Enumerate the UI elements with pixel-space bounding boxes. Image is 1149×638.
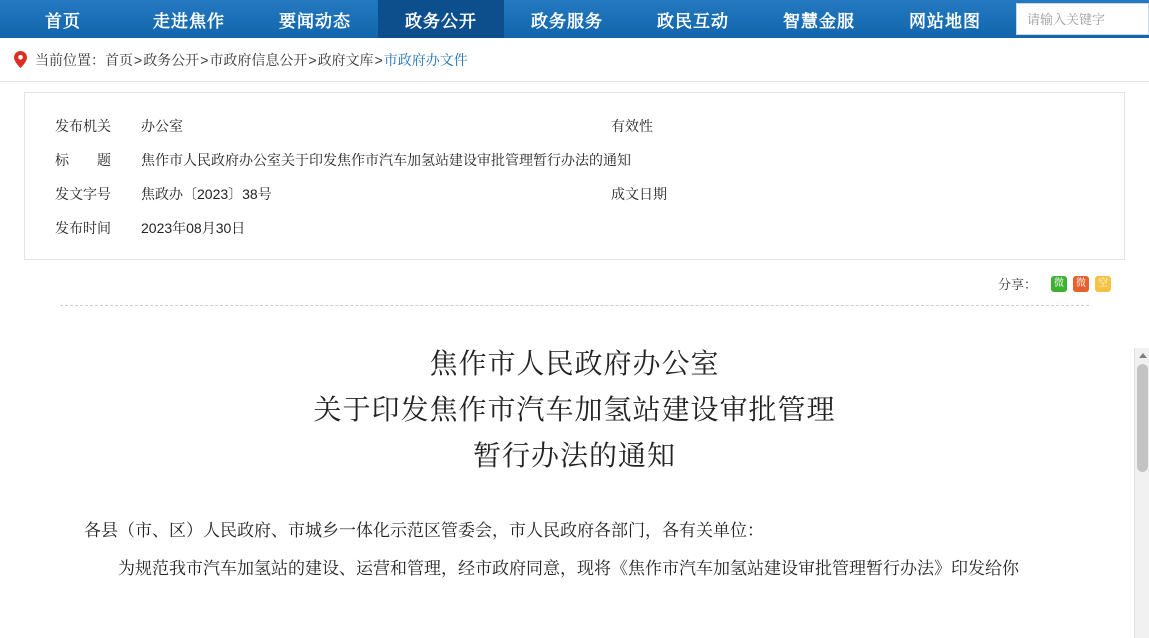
nav-item-news[interactable]: 要闻动态 (279, 11, 351, 31)
breadcrumb-separator: > (134, 51, 143, 68)
search-box[interactable] (1016, 3, 1149, 35)
breadcrumb-separator: > (308, 51, 317, 68)
meta-value-validity (691, 109, 1094, 143)
wechat-share-icon[interactable]: 微 (1051, 276, 1067, 292)
breadcrumb-separator: > (200, 51, 209, 68)
document-metadata-box (24, 92, 1125, 260)
scroll-thumb[interactable] (1137, 364, 1148, 472)
meta-value-publish-time: 2023年08月30日 (141, 220, 246, 236)
qzone-share-icon[interactable]: 空 (1095, 276, 1111, 292)
document-metadata-table (55, 109, 1094, 245)
nav-item-home[interactable]: 首页 (45, 11, 81, 31)
table-row (55, 109, 1094, 143)
nav-item-about-jiaozuo[interactable]: 走进焦作 (153, 11, 225, 31)
main-navigation (0, 0, 1149, 38)
meta-label-title: 标 题 (55, 152, 111, 168)
weibo-share-icon[interactable]: 微 (1073, 276, 1089, 292)
scroll-up-arrow-icon[interactable] (1135, 348, 1149, 363)
meta-label-document-number: 发文字号 (55, 186, 111, 202)
meta-label-issuing-agency: 发布机关 (55, 118, 111, 134)
location-pin-icon (14, 51, 27, 68)
table-row (55, 211, 1094, 245)
breadcrumb (0, 38, 1149, 82)
document-title-line-1: 焦作市人民政府办公室 (429, 349, 720, 380)
breadcrumb-item-disclosure[interactable]: 政务公开 (143, 51, 200, 68)
share-label: 分享： (997, 277, 1037, 292)
page-title (84, 342, 1065, 480)
search-input[interactable] (1017, 12, 1148, 27)
meta-value-document-number: 焦政办〔2023〕38号 (141, 186, 272, 202)
vertical-scrollbar[interactable] (1134, 348, 1149, 638)
meta-label-completion-date: 成文日期 (611, 186, 667, 202)
meta-value-title: 焦作市人民政府办公室关于印发焦作市汽车加氢站建设审批管理暂行办法的通知 (141, 152, 631, 168)
article-body (24, 306, 1125, 586)
meta-value-issuing-agency: 办公室 (141, 118, 183, 134)
article-paragraph-body: 为规范我市汽车加氢站的建设、运营和管理，经市政府同意，现将《焦作市汽车加氢站建设审批管理暂行办法》印发给你 (118, 559, 1019, 578)
table-row (55, 143, 1094, 177)
breadcrumb-separator: > (374, 51, 383, 68)
article-paragraph-salutation: 各县（市、区）人民政府、市城乡一体化示范区管委会，市人民政府各部门，各有关单位： (84, 521, 764, 540)
meta-value-completion-date (691, 177, 1094, 211)
nav-item-public-interaction[interactable]: 政民互动 (657, 11, 729, 31)
share-row (24, 260, 1125, 305)
table-row (55, 177, 1094, 211)
breadcrumb-item-document-library[interactable]: 政府文库 (317, 51, 374, 68)
nav-item-government-affairs-disclosure[interactable]: 政务公开 (378, 0, 504, 38)
nav-item-government-services[interactable]: 政务服务 (531, 11, 603, 31)
breadcrumb-item-current[interactable]: 市政府办文件 (383, 51, 468, 68)
meta-label-publish-time: 发布时间 (55, 220, 111, 236)
meta-label-validity: 有效性 (611, 118, 653, 134)
breadcrumb-item-city-info[interactable]: 市政府信息公开 (209, 51, 308, 68)
document-title-line-2: 关于印发焦作市汽车加氢站建设审批管理 (313, 395, 836, 426)
page-content (0, 92, 1149, 586)
nav-item-smart-finance[interactable]: 智慧金服 (783, 11, 855, 31)
breadcrumb-prefix: 当前位置： (35, 51, 105, 68)
document-title-line-3: 暂行办法的通知 (472, 441, 676, 472)
breadcrumb-item-home[interactable]: 首页 (105, 51, 133, 68)
nav-item-site-map[interactable]: 网站地图 (909, 11, 981, 31)
